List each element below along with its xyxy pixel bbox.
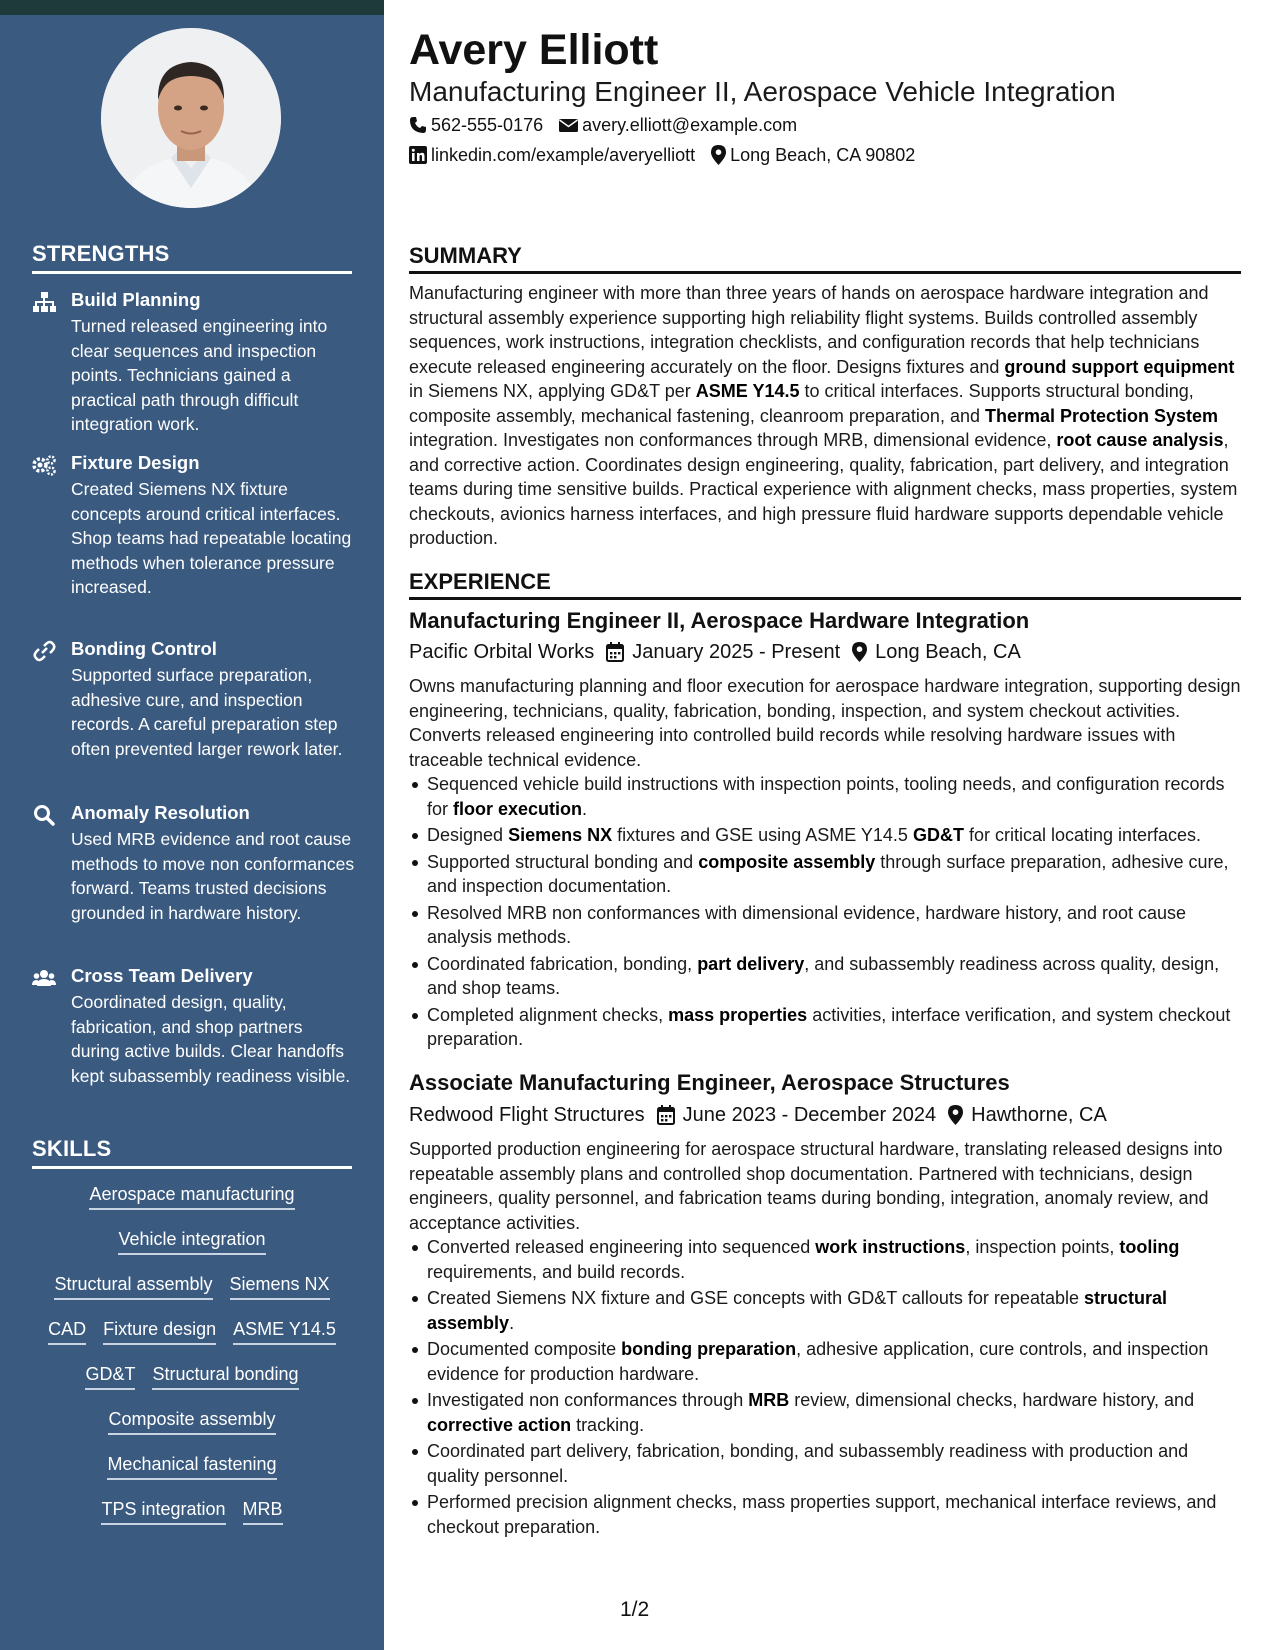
job-description: Supported production engineering for aerospace structural hardware, translating released designs into repeatable assembly plans and controlled shop documentation. Partnered with technicians, design engineers, quality personnel, and fabrication teams during bonding, integration, anomaly review, and acceptance activities. [409,1139,1223,1233]
strength-title: Fixture Design [71,452,200,473]
bullet-item: Completed alignment checks, mass properties activities, interface verification, and system checkout preparation. [409,1003,1241,1052]
link-icon [32,640,56,662]
email-text: avery.elliott@example.com [582,115,798,135]
job-meta [409,1102,1107,1128]
phone-text: 562-555-0176 [431,115,544,135]
experience-heading: EXPERIENCE [409,569,1241,600]
skill-tag: Mechanical fastening [107,1453,276,1480]
bullet-item: Created Siemens NX fixture and GSE concepts with GD&T callouts for repeatable structural assembly. [409,1286,1241,1335]
job-location: Hawthorne, CA [948,1102,1107,1128]
contact-linkedin [409,144,695,166]
bullet-item: Coordinated fabrication, bonding, part delivery, and subassembly readiness across quality, design, and shop teams. [409,952,1241,1001]
skill-tag: Vehicle integration [118,1228,265,1255]
strength-title: Bonding Control [71,638,217,659]
candidate-name: Avery Elliott [409,26,659,74]
location-pin-icon [948,1105,963,1125]
bullet-item: Coordinated part delivery, fabrication, bonding, and subassembly readiness with production and quality personnel. [409,1439,1241,1488]
skill-tag: MRB [243,1498,283,1525]
strength-desc: Used MRB evidence and root cause methods to move non conformances forward. Teams trusted decisions grounded in hardware history. [71,829,355,923]
skill-tag: GD&T [85,1363,135,1390]
bullet-item: Investigated non conformances through MRB review, dimensional checks, hardware history, and corrective action tracking. [409,1388,1241,1437]
page-number: 1/2 [620,1598,650,1621]
summary-text: Manufacturing engineer with more than three years of hands on aerospace hardware integration and structural assembly experience supporting high reliability flight systems. Builds controlled assembly sequences, work instructions, integration checklists, and configuration records that help technicians execute released engineering accurately on the floor. Designs fixtures and ground support equipment in Siemens NX, applying GD&T per ASME Y14.5 to critical interfaces. Supports structural bonding, composite assembly, mechanical fastening, cleanroom preparation, and Thermal Protection System integration. Investigates non conformances through MRB, dimensional evidence, root cause analysis, and corrective action. Coordinates design engineering, quality, fabrication, part delivery, and integration teams during time sensitive builds. Practical experience with alignment checks, mass properties, system checkouts, avionics harness interfaces, and high pressure fluid hardware supports dependable vehicle production. [409,283,1238,548]
strength-title: Build Planning [71,289,201,310]
bullet-item: Documented composite bonding preparation, adhesive application, cure controls, and inspection evidence for production hardware. [409,1337,1241,1386]
job-location: Long Beach, CA [852,639,1021,665]
contact-location [711,144,915,166]
bullet-item: Performed precision alignment checks, mass properties support, mechanical interface reviews, and checkout preparation. [409,1490,1241,1539]
contact-row-1 [409,114,797,136]
skill-tag: Structural bonding [152,1363,298,1390]
location-pin-icon [711,145,726,165]
bullet-item: Sequenced vehicle build instructions with inspection points, tooling needs, and configuration records for floor execution. [409,772,1241,821]
skill-tag: Aerospace manufacturing [89,1183,294,1210]
sitemap-icon [32,291,56,313]
bullet-item: Resolved MRB non conformances with dimensional evidence, hardware history, and root cause analysis methods. [409,901,1241,950]
job-title: Manufacturing Engineer II, Aerospace Hardware Integration [409,608,1030,633]
job-description: Owns manufacturing planning and floor execution for aerospace hardware integration, supporting design engineering, technicians, quality, fabrication, bonding, inspection, and system checkout activities. Converts released engineering into controlled build records while resolving hardware issues with traceable technical evidence. [409,676,1241,770]
candidate-role: Manufacturing Engineer II, Aerospace Vehicle Integration [409,76,1116,107]
strength-desc: Created Siemens NX fixture concepts around critical interfaces. Shop teams had repeatable locating methods when tolerance pressure increased. [71,479,352,597]
location-pin-icon [852,642,867,662]
skill-tag: CAD [48,1318,86,1345]
contact-phone [409,114,543,136]
strength-desc: Coordinated design, quality, fabrication, and shop partners during active builds. Clear handoffs kept subassembly readiness visible. [71,992,351,1086]
gears-icon [32,454,56,476]
skill-tag: Structural assembly [54,1273,212,1300]
job-bullets [409,772,1241,1054]
users-icon [32,967,56,989]
company-name: Pacific Orbital Works [409,641,595,663]
skill-tag: ASME Y14.5 [233,1318,336,1345]
skills-list [32,1183,352,1543]
calendar-icon [657,1105,675,1125]
profile-photo [101,28,281,208]
skill-tag: Fixture design [103,1318,216,1345]
job-dates: June 2023 - December 2024 [657,1102,937,1128]
skill-tag: TPS integration [101,1498,225,1525]
linkedin-text: linkedin.com/example/averyelliott [431,145,696,165]
skill-tag: Composite assembly [108,1408,275,1435]
linkedin-icon [409,146,427,164]
bullet-item: Designed Siemens NX fixtures and GSE using ASME Y14.5 GD&T for critical locating interfaces. [409,823,1241,848]
calendar-icon [606,642,624,662]
envelope-icon [559,118,578,133]
job-dates: January 2025 - Present [606,639,840,665]
job-title: Associate Manufacturing Engineer, Aerospace Structures [409,1070,1010,1095]
company-name: Redwood Flight Structures [409,1104,645,1126]
strength-desc: Turned released engineering into clear sequences and inspection points. Technicians gained a practical path through difficult integration work. [71,316,328,434]
strength-desc: Supported surface preparation, adhesive cure, and inspection records. A careful preparation step often prevented larger rework later. [71,665,343,759]
bullet-item: Converted released engineering into sequenced work instructions, inspection points, tooling requirements, and build records. [409,1235,1241,1284]
summary-heading: SUMMARY [409,243,1241,274]
job-bullets [409,1235,1241,1541]
phone-icon [409,116,427,134]
search-icon [32,804,56,826]
contact-row-2 [409,144,915,166]
strength-title: Anomaly Resolution [71,802,250,823]
contact-email [559,114,797,136]
strengths-heading: STRENGTHS [32,241,352,274]
top-accent-bar [0,0,384,15]
location-text: Long Beach, CA 90802 [730,145,916,165]
strength-title: Cross Team Delivery [71,965,253,986]
skill-tag: Siemens NX [230,1273,330,1300]
job-meta [409,639,1021,665]
skills-heading: SKILLS [32,1136,352,1169]
bullet-item: Supported structural bonding and composite assembly through surface preparation, adhesive cure, and inspection documentation. [409,850,1241,899]
